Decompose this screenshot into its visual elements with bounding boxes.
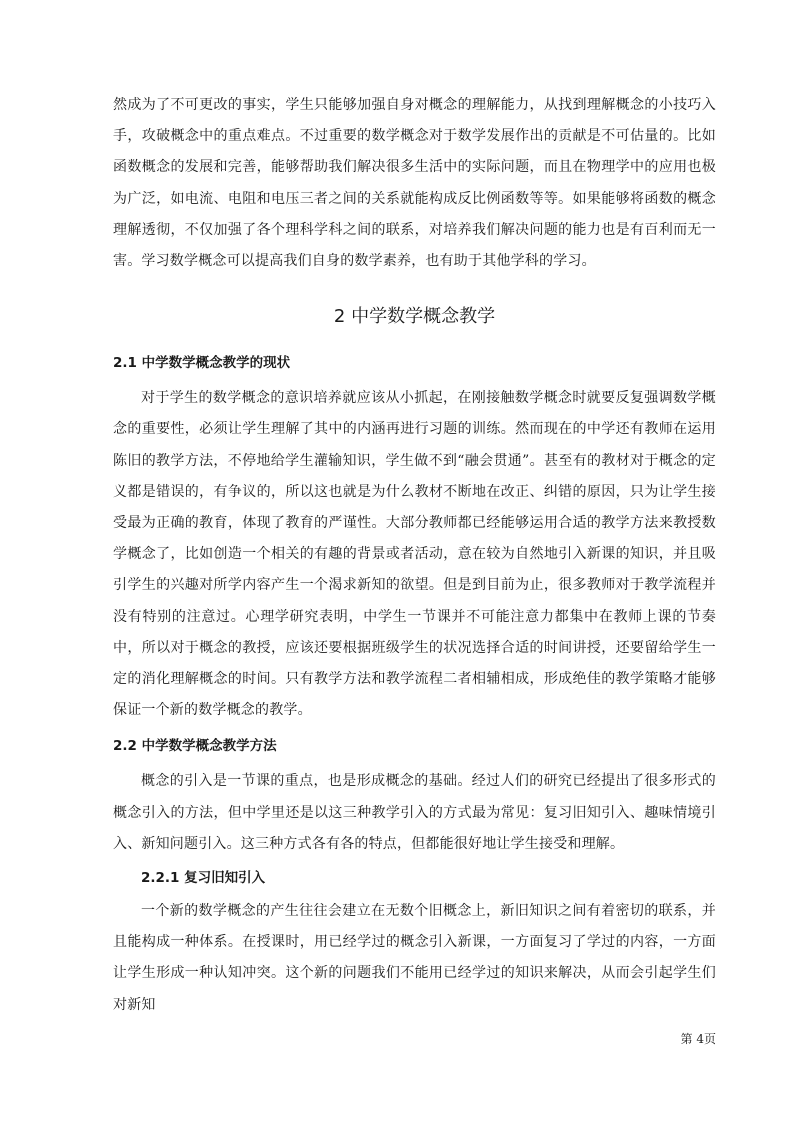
intro-paragraph: 然成为了不可更改的事实，学生只能够加强自身对概念的理解能力，从找到理解概念的小技巧入手，攻破概念中的重点难点。不过重要的数学概念对于数学发展作出的贡献是不可估量的。比如函数概念的发展和完善，能够帮助我们解决很多生活中的实际问题，而且在物理学中的应用也极为广泛，如电流、电阻和电压三者之间的关系就能构成反比例函数等等。如果能够将函数的概念理解透彻，不仅加强了各个理科学科之间的联系，对培养我们解决问题的能力也是有百利而无一害。学习数学概念可以提高我们自身的数学素养，也有助于其他学科的学习。 [113,97,716,270]
chapter-title: 2 中学数学概念教学 [333,306,496,328]
section-title-2-1: 2.1 中学数学概念教学的现状 [113,355,291,372]
page-number: 第 4页 [680,1032,716,1046]
section-title-2-2: 2.2 中学数学概念教学方法 [113,738,277,755]
subsection-title-2-2-1: 2.2.1 复习旧知引入 [141,870,266,887]
section-2-1-paragraph: 对于学生的数学概念的意识培养就应该从小抓起，在刚接触数学概念时就要反复强调数学概念的重要性，必须让学生理解了其中的内涵再进行习题的训练。然而现在的中学还有教师在运用陈旧的教学方法，不停地给学生灌输知识，学生做不到“融会贯通”。甚至有的教材对于概念的定义都是错误的，有争议的，所以这也就是为什么教材不断地在改正、纠错的原因，只为让学生接受最为正确的教育，体现了教育的严谨性。大部分教师都已经能够运用合适的教学方法来教授数学概念了，比如创造一个相关的有趣的背景或者活动，意在较为自然地引入新课的知识，并且吸引学生的兴趣对所学内容产生一个渴求新知的欲望。但是到目前为止，很多教师对于教学流程并没有特别的注意过。心理学研究表明，中学生一节课并不可能注意力都集中在教师上课的节奏中，所以对于概念的教授，应该还要根据班级学生的状况选择合适的时间讲授，还要留给学生一定的消化理解概念的时间。只有教学方法和教学流程二者相辅相成，形成绝佳的教学策略才能够保证一个新的数学概念的教学。 [113,390,716,719]
document-page [113,90,716,1021]
section-2-2-1-paragraph: 一个新的数学概念的产生往往会建立在无数个旧概念上，新旧知识之间有着密切的联系，并且能构成一种体系。在授课时，用已经学过的概念引入新课，一方面复习了学过的内容，一方面让学生形成一种认知冲突。这个新的问题我们不能用已经学过的知识来解决，从而会引起学生们对新知 [113,903,716,1013]
section-2-2-paragraph: 概念的引入是一节课的重点，也是形成概念的基础。经过人们的研究已经提出了很多形式的概念引入的方法，但中学里还是以这三种教学引入的方式最为常见：复习旧知引入、趣味情境引入、新知问题引入。这三种方式各有各的特点，但都能很好地让学生接受和理解。 [113,773,716,852]
